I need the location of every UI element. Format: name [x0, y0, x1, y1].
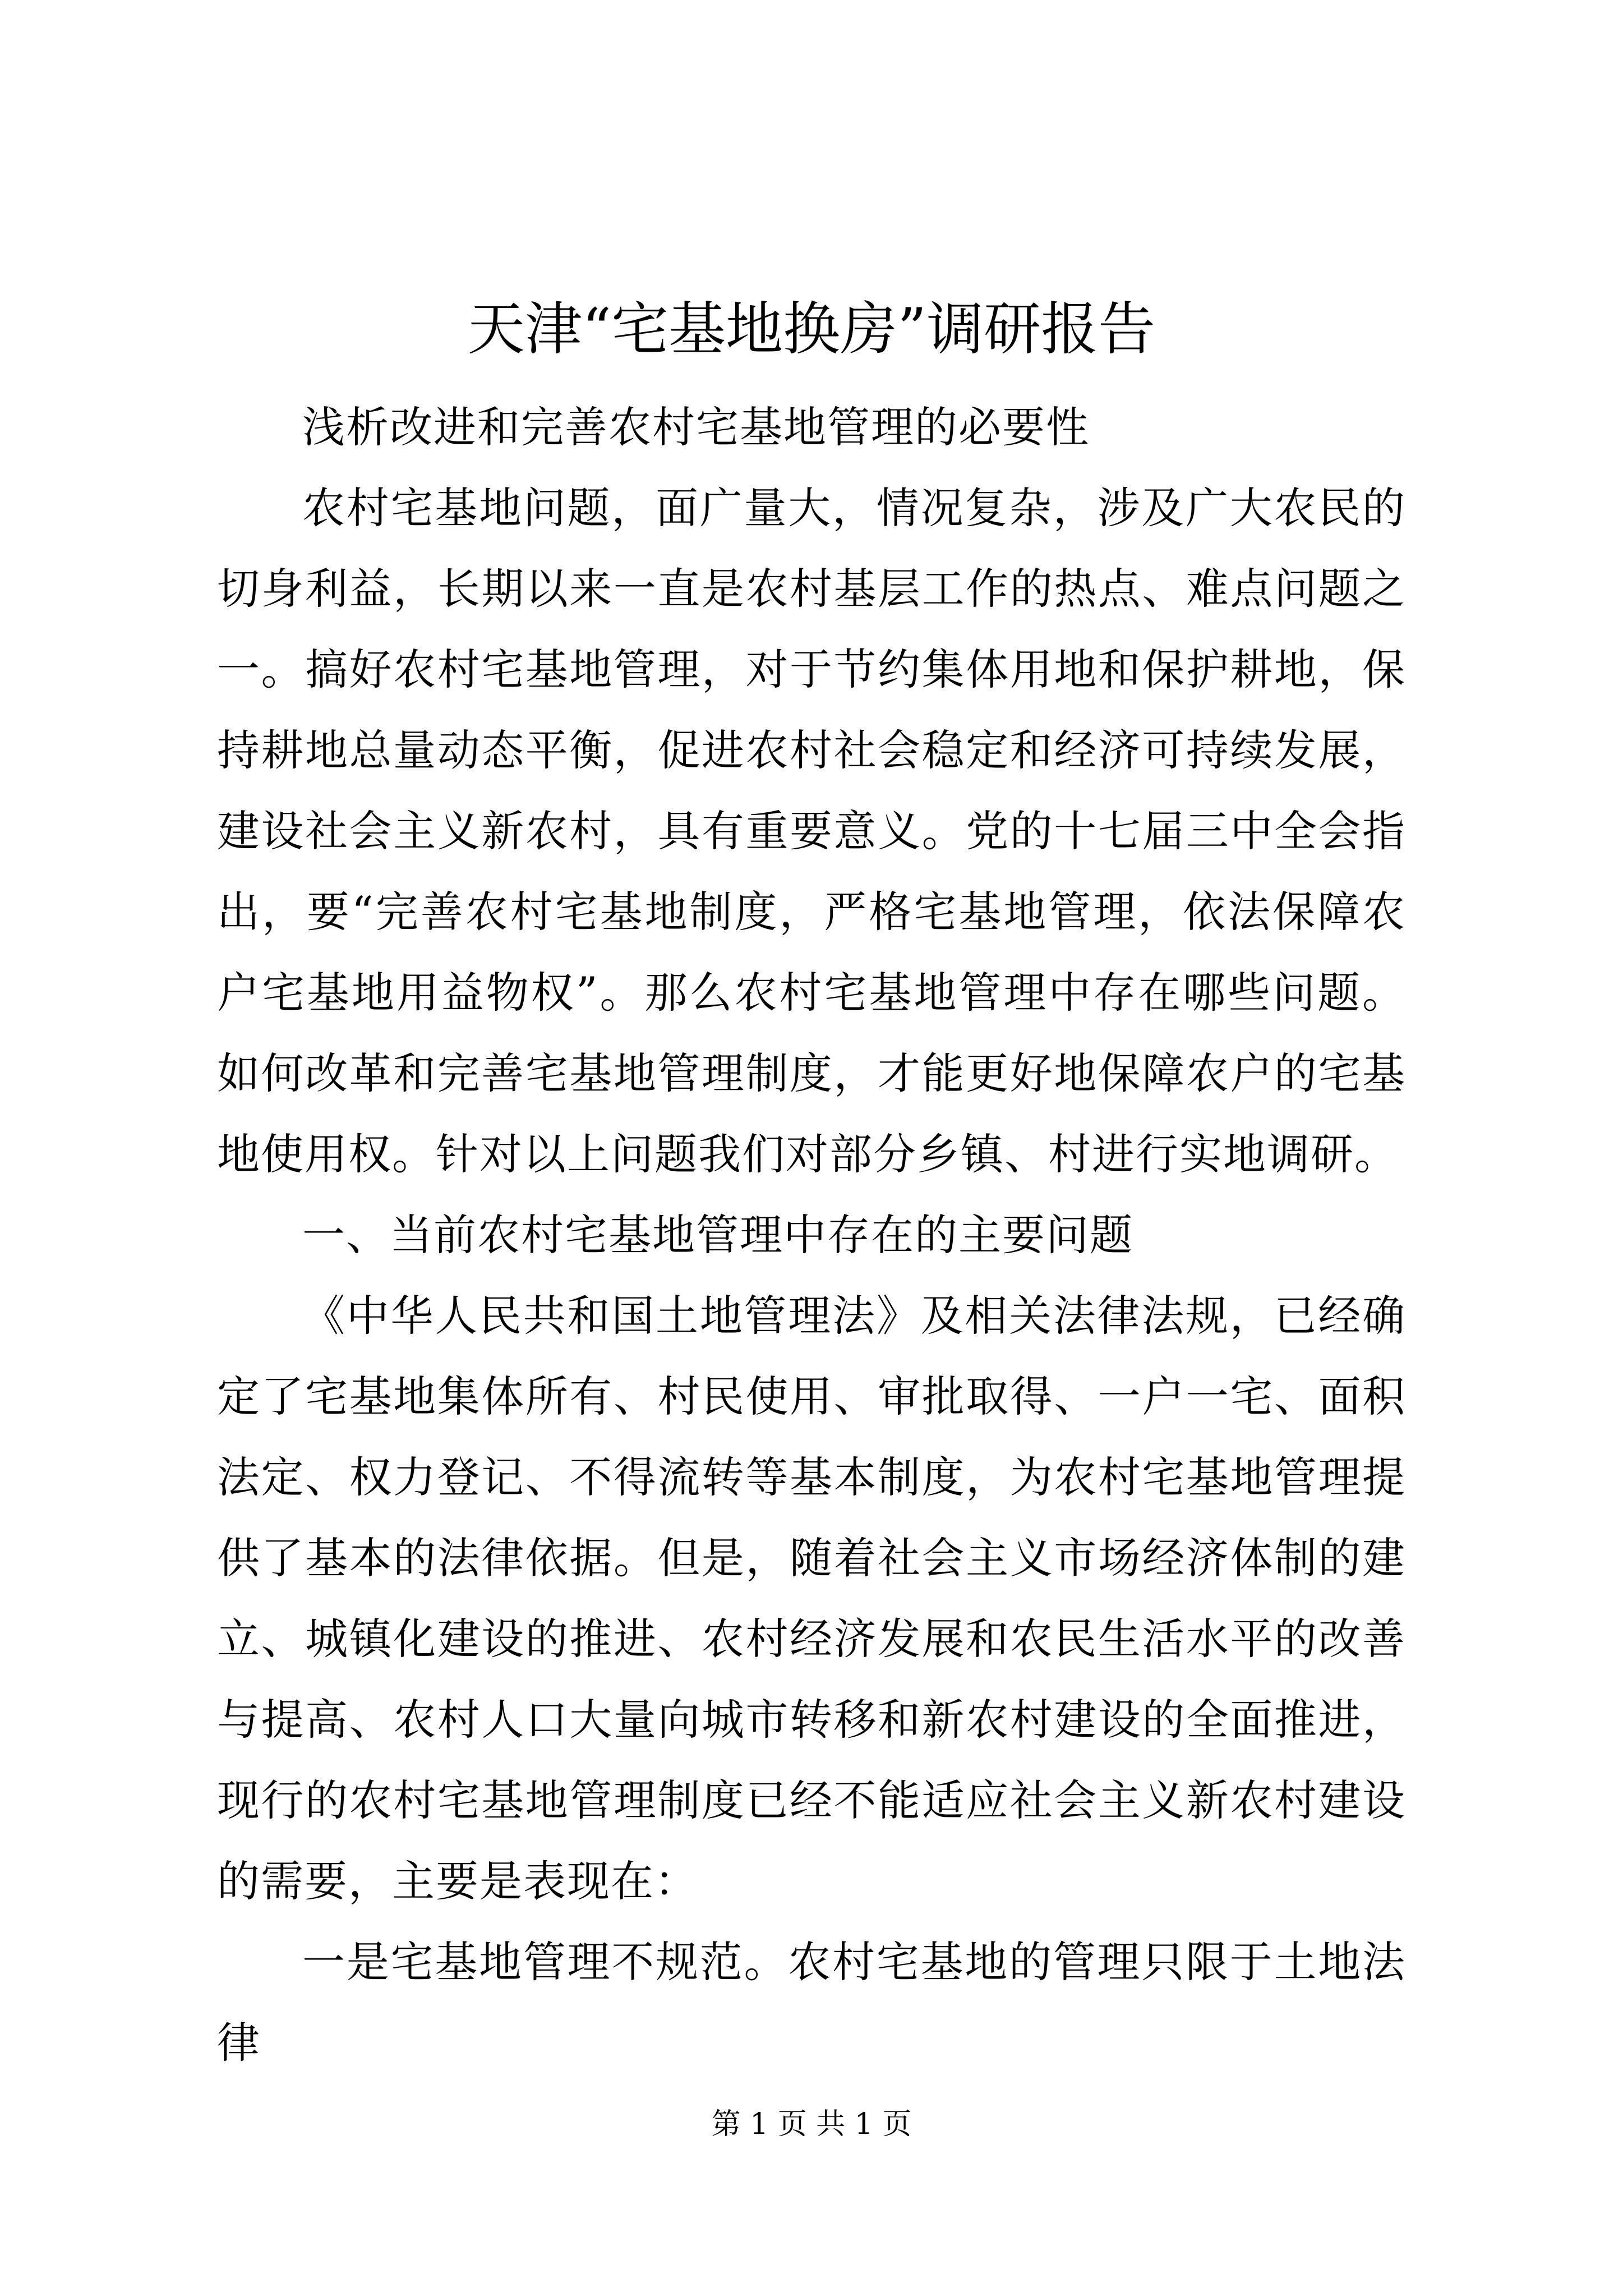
paragraph-point-one: 一是宅基地管理不规范。农村宅基地的管理只限于土地法律 [217, 1937, 1406, 2068]
document-body [217, 387, 1406, 2083]
page-footer: 第 1 页 共 1 页 [711, 2108, 912, 2141]
document-title: 天津“宅基地换房”调研报告 [467, 296, 1156, 363]
paragraph-law: 《中华人民共和国土地管理法》及相关法律法规，已经确定了宅基地集体所有、村民使用、审批取得、一户一宅、面积法定、权力登记、不得流转等基本制度，为农村宅基地管理提供了基本的法律依据。但是，随着社会主义市场经济体制的建立、城镇化建设的推进、农村经济发展和农民生活水平的改善与提高、农村人口大量向城市转移和新农村建设的全面推进，现行的农村宅基地管理制度已经不能适应社会主义新农村建设的需要，主要是表现在： [217, 1291, 1406, 1906]
section-heading: 一、当前农村宅基地管理中存在的主要问题 [302, 1210, 1133, 1260]
paragraph-subtitle: 浅析改进和完善农村宅基地管理的必要性 [302, 402, 1090, 452]
paragraph-intro: 农村宅基地问题，面广量大，情况复杂，涉及广大农民的切身利益，长期以来一直是农村基层工作的热点、难点问题之一。搞好农村宅基地管理，对于节约集体用地和保护耕地，保持耕地总量动态平衡，促进农村社会稳定和经济可持续发展，建设社会主义新农村，具有重要意义。党的十七届三中全会指出，要“完善农村宅基地制度，严格宅基地管理，依法保障农户宅基地用益物权”。那么农村宅基地管理中存在哪些问题。如何改革和完善宅基地管理制度，才能更好地保障农户的宅基地使用权。针对以上问题我们对部分乡镇、村进行实地调研。 [217, 483, 1406, 1179]
